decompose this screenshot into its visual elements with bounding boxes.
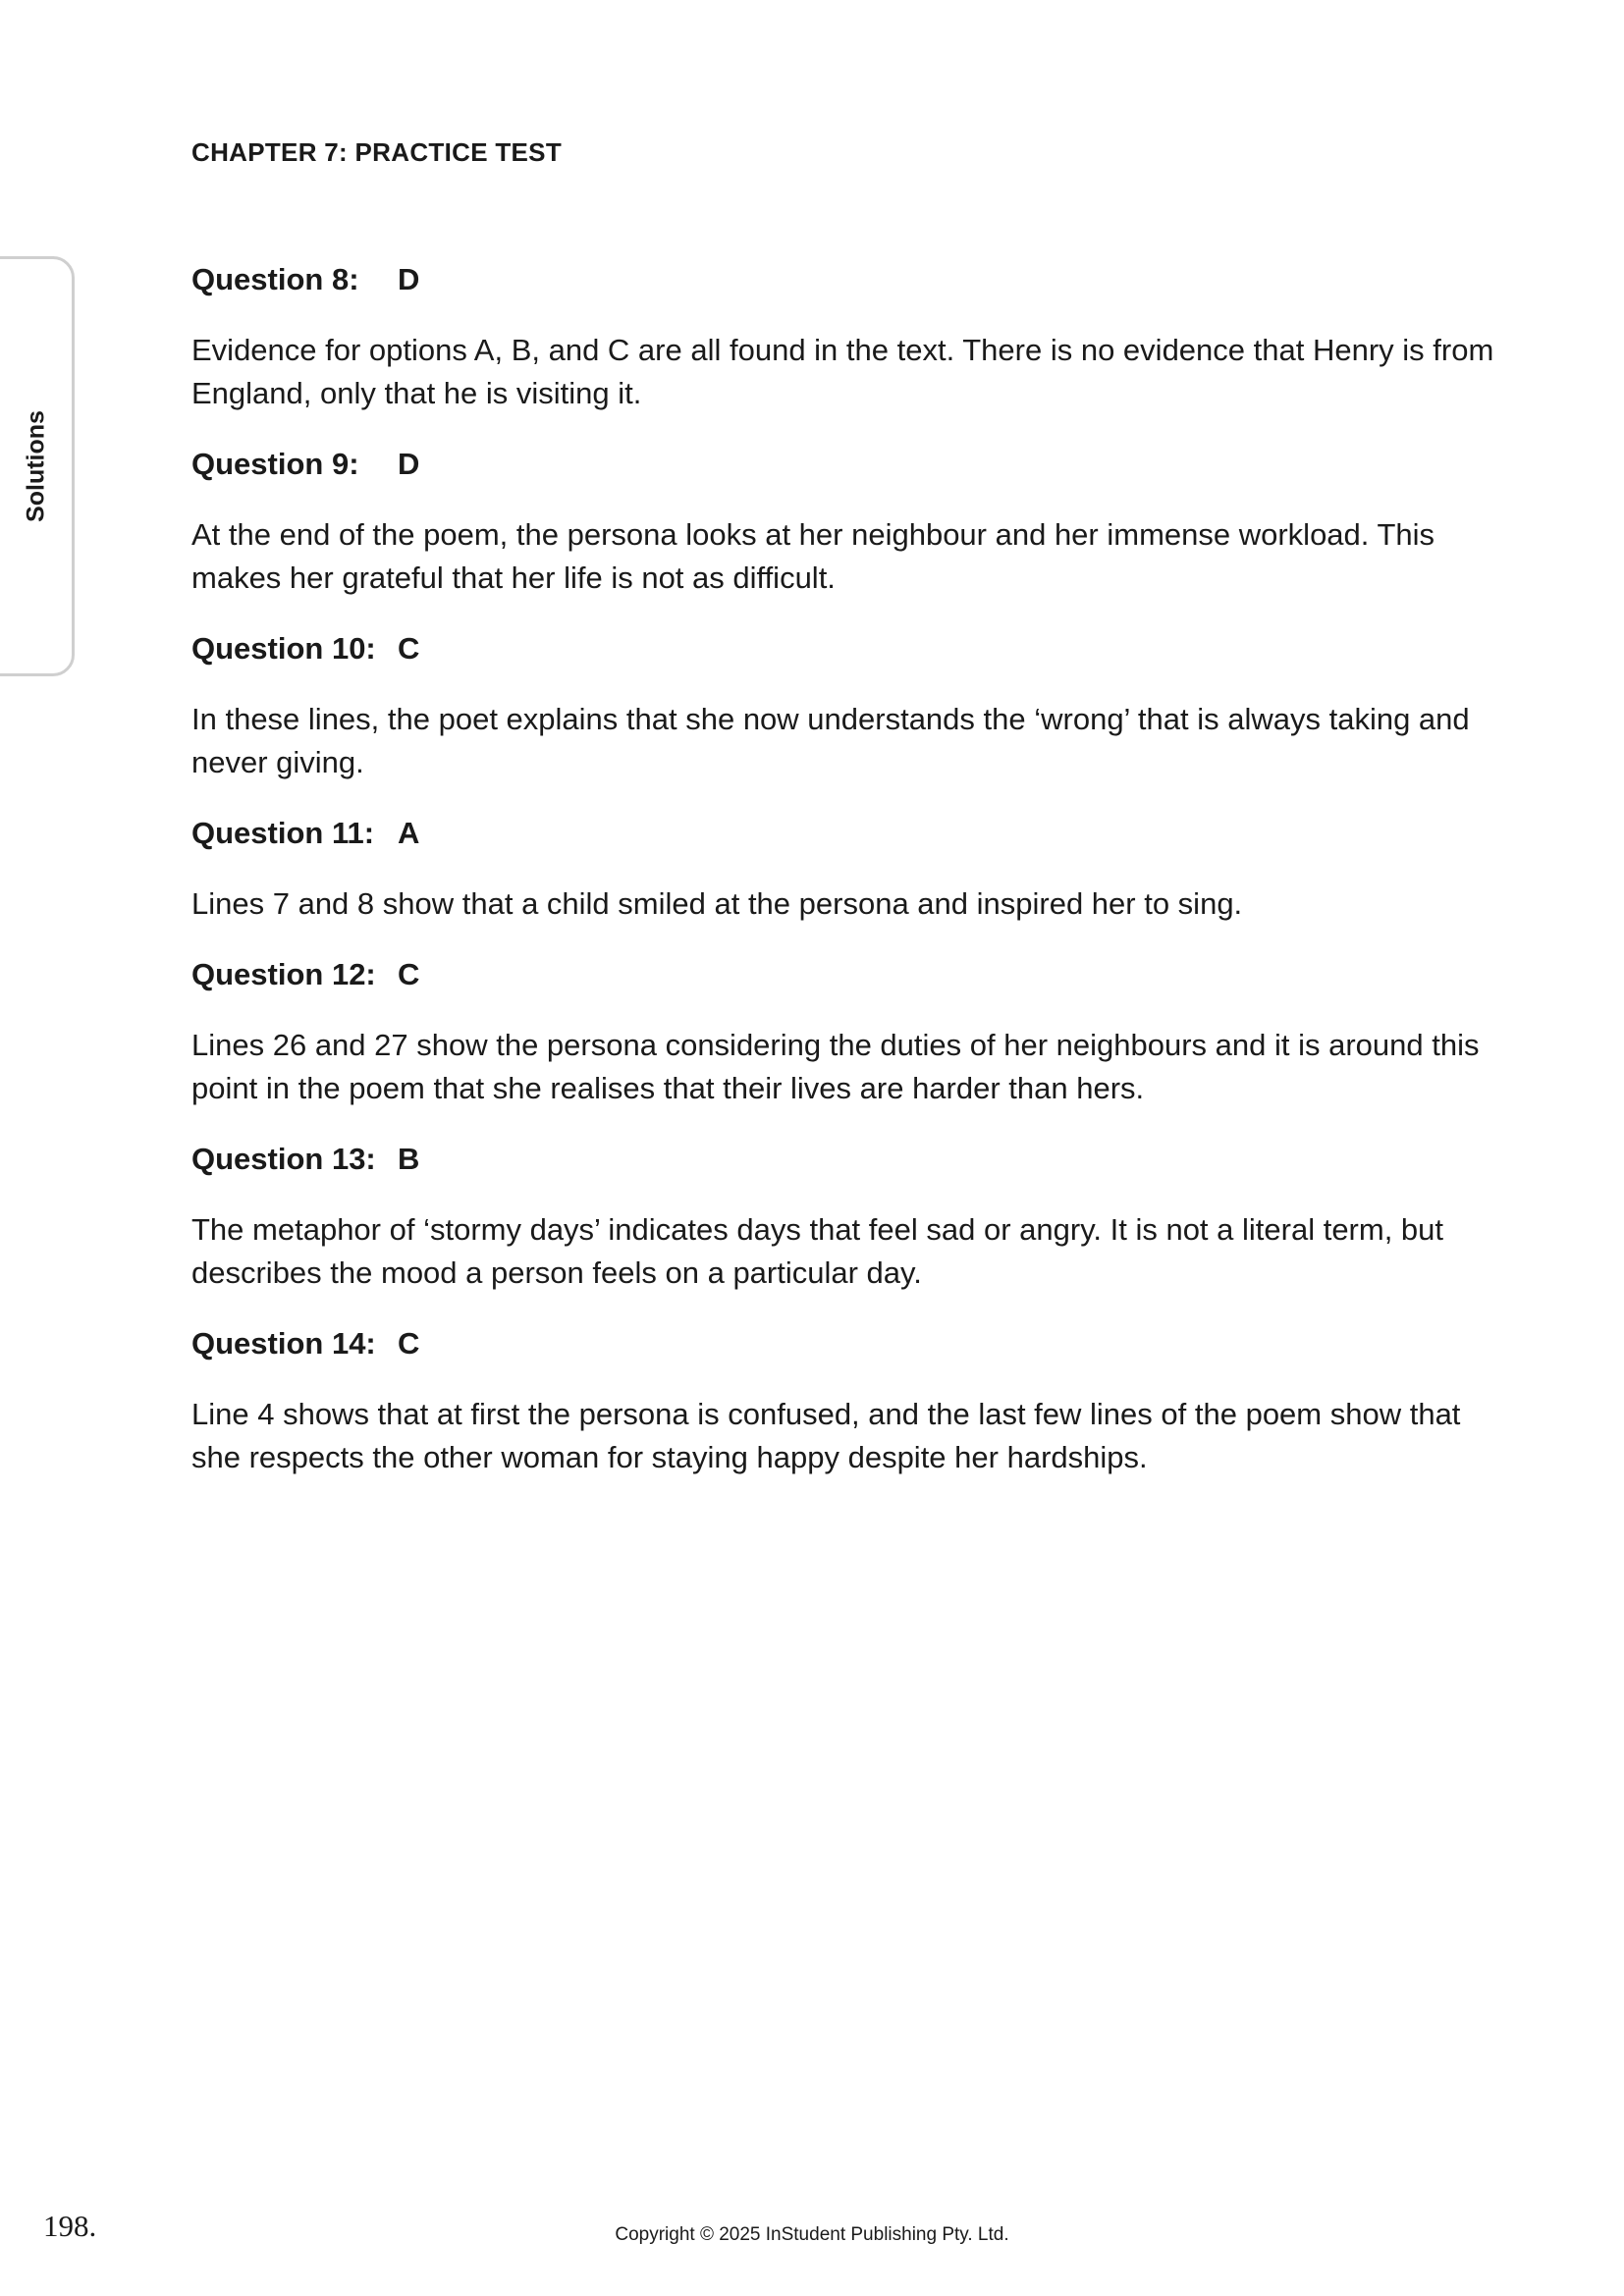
question-answer: C bbox=[398, 957, 420, 991]
question-label: Question 10: bbox=[191, 631, 376, 666]
side-tab-label: Solutions bbox=[22, 410, 50, 522]
question-label: Question 12: bbox=[191, 957, 376, 991]
question-answer: B bbox=[398, 1142, 420, 1176]
question-explanation: Line 4 shows that at first the persona is confused, and the last few lines of the poem show that she respects the other woman for staying happy despite her hardships. bbox=[191, 1397, 1461, 1474]
question-explanation: Lines 7 and 8 show that a child smiled at the persona and inspired her to sing. bbox=[191, 886, 1243, 921]
chapter-header: CHAPTER 7: PRACTICE TEST bbox=[191, 137, 563, 167]
question-heading bbox=[191, 257, 1507, 302]
question-explanation: Evidence for options A, B, and C are all found in the text. There is no evidence that Henry is from England, only that he is visiting it. bbox=[191, 333, 1494, 410]
question-label: Question 14: bbox=[191, 1326, 376, 1361]
page-number: 198. bbox=[43, 2209, 97, 2243]
question-heading bbox=[191, 1137, 1507, 1182]
question-answer: D bbox=[398, 262, 420, 296]
question-answer: C bbox=[398, 1326, 420, 1361]
question-12-block bbox=[191, 952, 1507, 1110]
question-heading bbox=[191, 1321, 1507, 1366]
question-explanation: In these lines, the poet explains that she now understands the ‘wrong’ that is always taking and never giving. bbox=[191, 702, 1470, 779]
question-label: Question 9: bbox=[191, 447, 359, 481]
question-9-block bbox=[191, 442, 1507, 600]
question-8-block bbox=[191, 257, 1507, 415]
question-explanation: The metaphor of ‘stormy days’ indicates days that feel sad or angry. It is not a literal term, but describes the mood a person feels on a particular day. bbox=[191, 1212, 1444, 1290]
question-answer: C bbox=[398, 631, 420, 666]
question-answer: A bbox=[398, 816, 420, 850]
question-explanation: At the end of the poem, the persona looks at her neighbour and her immense workload. This makes her grateful that her life is not as difficult. bbox=[191, 517, 1435, 595]
question-explanation: Lines 26 and 27 show the persona considering the duties of her neighbours and it is around this point in the poem that she realises that their lives are harder than hers. bbox=[191, 1028, 1480, 1105]
question-11-block bbox=[191, 811, 1507, 926]
solutions-list bbox=[191, 257, 1507, 1506]
question-heading bbox=[191, 952, 1507, 997]
question-heading bbox=[191, 626, 1507, 671]
question-label: Question 11: bbox=[191, 816, 375, 850]
question-label: Question 8: bbox=[191, 262, 359, 296]
question-heading bbox=[191, 811, 1507, 856]
question-14-block bbox=[191, 1321, 1507, 1479]
question-label: Question 13: bbox=[191, 1142, 376, 1176]
question-answer: D bbox=[398, 447, 420, 481]
question-13-block bbox=[191, 1137, 1507, 1295]
copyright-notice: Copyright © 2025 InStudent Publishing Pty. Ltd. bbox=[615, 2224, 1009, 2245]
question-heading bbox=[191, 442, 1507, 487]
question-10-block bbox=[191, 626, 1507, 784]
